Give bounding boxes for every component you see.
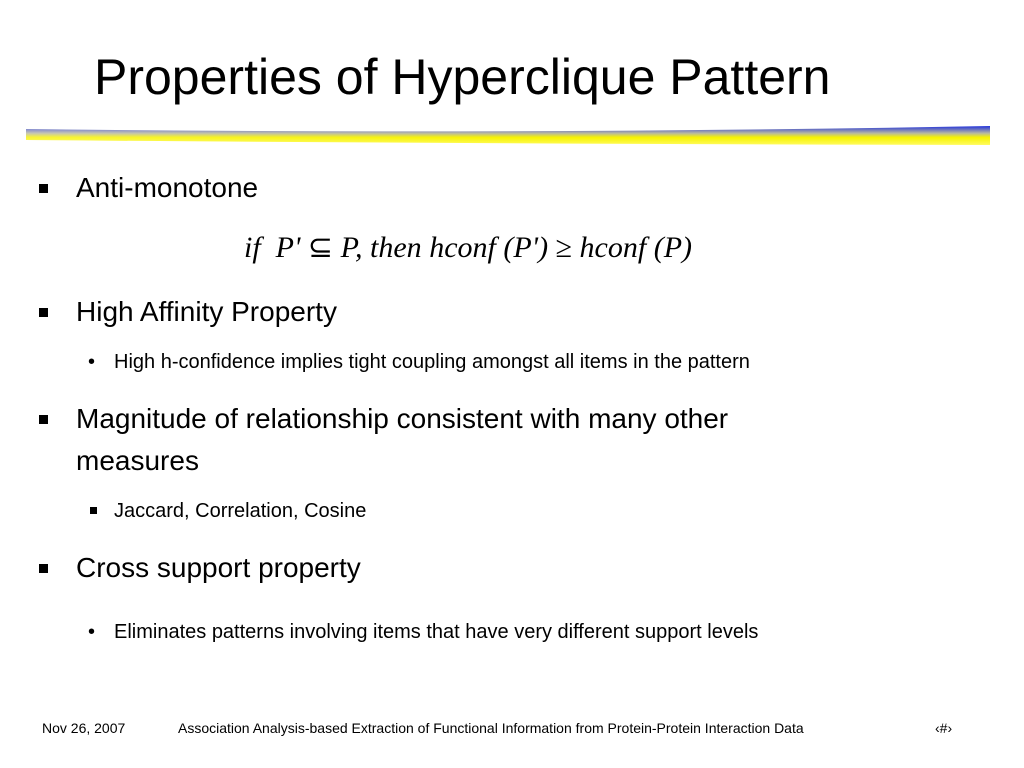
footer-date: Nov 26, 2007 — [42, 720, 126, 736]
formula-if: if — [244, 231, 261, 264]
bullet-dot-icon: • — [88, 621, 96, 643]
bullet-square-icon — [90, 507, 97, 514]
sub-bullet-eliminates: Eliminates patterns involving items that have very different support levels — [114, 621, 759, 643]
formula-then: then — [370, 231, 422, 264]
anti-monotone-formula — [244, 228, 692, 268]
slide-title: Properties of Hyperclique Pattern — [94, 49, 831, 105]
bullet-cross-support: Cross support property — [76, 552, 361, 583]
bullet-magnitude-line2: measures — [76, 445, 199, 476]
formula-arg-1: (P') — [503, 231, 549, 264]
footer-subtitle: Association Analysis-based Extraction of Functional Information from Protein-Protein Interaction Data — [178, 720, 804, 736]
bullet-square-icon — [39, 308, 48, 317]
title-underline-gradient — [26, 126, 990, 148]
bullet-high-affinity: High Affinity Property — [76, 296, 337, 327]
formula-arg-2: (P) — [653, 231, 693, 264]
sub-bullet-h-confidence: High h-confidence implies tight coupling amongst all items in the pattern — [114, 351, 750, 373]
bullet-anti-monotone: Anti-monotone — [76, 172, 259, 203]
formula-hconf-2: hconf — [579, 231, 647, 264]
formula-p: P, — [340, 231, 363, 264]
bullet-dot-icon: • — [88, 351, 96, 373]
formula-p-prime: P' — [275, 231, 301, 264]
formula-hconf-1: hconf — [429, 231, 496, 264]
formula-geq-symbol: ≥ — [555, 231, 573, 264]
bullet-square-icon — [39, 564, 48, 573]
bullet-square-icon — [39, 415, 48, 424]
formula-subset-symbol: ⊆ — [307, 231, 334, 264]
bullet-magnitude-line1: Magnitude of relationship consistent with many other — [76, 403, 729, 434]
sub-bullet-measures: Jaccard, Correlation, Cosine — [114, 500, 367, 522]
bullet-square-icon — [39, 184, 48, 193]
footer-page-number: ‹#› — [935, 720, 953, 736]
